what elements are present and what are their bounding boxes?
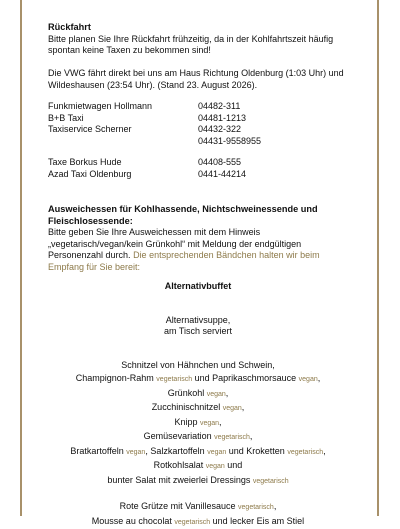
text-span: und lecker Eis am Stiel: [210, 516, 304, 526]
left-border-rule: [20, 0, 22, 516]
diet-tag: vegan: [200, 420, 219, 427]
contact-name: Taxiservice Scherner: [48, 124, 198, 136]
text-span: Knipp: [174, 417, 200, 427]
gold-text-span: Die entsprechenden Bändchen halten wir beim: [131, 250, 320, 260]
contact-phone: 04481-1213: [198, 113, 368, 125]
text-span: Bratkartoffeln: [70, 446, 126, 456]
menu-dessert: [38, 500, 358, 515]
diet-tag: vegan: [299, 376, 318, 383]
menu-item: [38, 445, 358, 460]
menu-item: Schnitzel von Hähnchen und Schwein,: [38, 359, 358, 373]
menu-item: [38, 459, 358, 474]
diet-tag: vegetarisch: [287, 449, 323, 456]
ausweichessen-text-line: [48, 250, 378, 262]
diet-tag: vegan: [126, 449, 145, 456]
taxi-contacts: [48, 101, 368, 147]
contact-phone: 04482-311: [198, 101, 368, 113]
diet-tag: vegan: [207, 391, 226, 398]
section-heading-ausweichessen: Ausweichessen für Kohlhassende, Nichtschweinessende und: [48, 204, 378, 216]
menu-soup-line: Alternativsuppe,: [38, 314, 358, 328]
rueckfahrt-text-line: Bitte planen Sie Ihre Rückfahrt frühzeitig, da in der Kohlfahrtszeit häufig: [48, 34, 368, 46]
text-span: Gemüsevariation: [144, 431, 215, 441]
contact-phone: 04431-9558955: [198, 136, 368, 148]
text-span: ,: [274, 501, 277, 511]
contact-phone: 04432-322: [198, 124, 368, 136]
contact-phone: 04408-555: [198, 157, 368, 169]
ausweichessen-text-line: Bitte geben Sie Ihre Ausweichessen mit dem Hinweis: [48, 227, 378, 239]
text-span: ,: [250, 431, 253, 441]
diet-tag: vegetarisch: [174, 519, 210, 526]
vwg-text-line: Wildeshausen (23:54 Uhr). (Stand 23. August 2026).: [48, 80, 368, 92]
menu-title: Alternativbuffet: [38, 280, 358, 294]
section-heading-ausweichessen-cont: Fleischlosessende:: [48, 216, 378, 228]
contact-name: Azad Taxi Oldenburg: [48, 169, 198, 181]
menu-soup-line: am Tisch serviert: [38, 325, 358, 339]
rueckfahrt-text-line: spontan keine Taxen zu bekommen sind!: [48, 45, 368, 57]
diet-tag: vegan: [223, 405, 242, 412]
diet-tag: vegan: [206, 463, 225, 470]
ausweichessen-text-line: Empfang für Sie bereit:: [48, 262, 378, 274]
menu-item: [38, 416, 358, 431]
diet-tag: vegetarisch: [253, 478, 289, 485]
text-span: ,: [318, 373, 321, 383]
text-span: ,: [323, 446, 326, 456]
text-span: und Paprikaschmorsauce: [192, 373, 299, 383]
menu-item: [38, 474, 358, 489]
text-span: Mousse au chocolat: [92, 516, 175, 526]
diet-tag: vegetarisch: [156, 376, 192, 383]
text-span: Champignon-Rahm: [76, 373, 157, 383]
menu-item: [38, 387, 358, 402]
text-span: Rotkohlsalat: [154, 460, 206, 470]
text-span: Grünkohl: [168, 388, 207, 398]
diet-tag: vegetarisch: [238, 504, 274, 511]
text-span: , Salzkartoffeln: [145, 446, 207, 456]
menu-item: [38, 401, 358, 416]
text-span: ,: [219, 417, 222, 427]
text-span: ,: [242, 402, 245, 412]
text-span: und Kroketten: [226, 446, 287, 456]
text-span: Personenzahl durch.: [48, 250, 131, 260]
text-span: ,: [226, 388, 229, 398]
contact-phone: 0441-44214: [198, 169, 368, 181]
text-span: Zucchinischnitzel: [152, 402, 223, 412]
menu-item: [38, 372, 358, 387]
ausweichessen-text-line: „vegetarisch/vegan/kein Grünkohl“ mit Meldung der endgültigen: [48, 239, 378, 251]
text-span: bunter Salat mit zweierlei Dressings: [107, 475, 253, 485]
contact-name: Taxe Borkus Hude: [48, 157, 198, 169]
menu: [38, 280, 358, 529]
diet-tag: vegan: [207, 449, 226, 456]
text-span: und: [225, 460, 243, 470]
vwg-text-line: Die VWG fährt direkt bei uns am Haus Richtung Oldenburg (1:03 Uhr) und: [48, 68, 368, 80]
menu-item: [38, 430, 358, 445]
contact-name: [48, 136, 198, 148]
contact-name: B+B Taxi: [48, 113, 198, 125]
taxi-contacts-2: [48, 157, 368, 180]
section-heading-rueckfahrt: Rückfahrt: [48, 22, 368, 34]
contact-name: Funkmietwagen Hollmann: [48, 101, 198, 113]
diet-tag: vegetarisch: [214, 434, 250, 441]
text-span: Rote Grütze mit Vanillesauce: [120, 501, 238, 511]
menu-dessert: [38, 515, 358, 529]
